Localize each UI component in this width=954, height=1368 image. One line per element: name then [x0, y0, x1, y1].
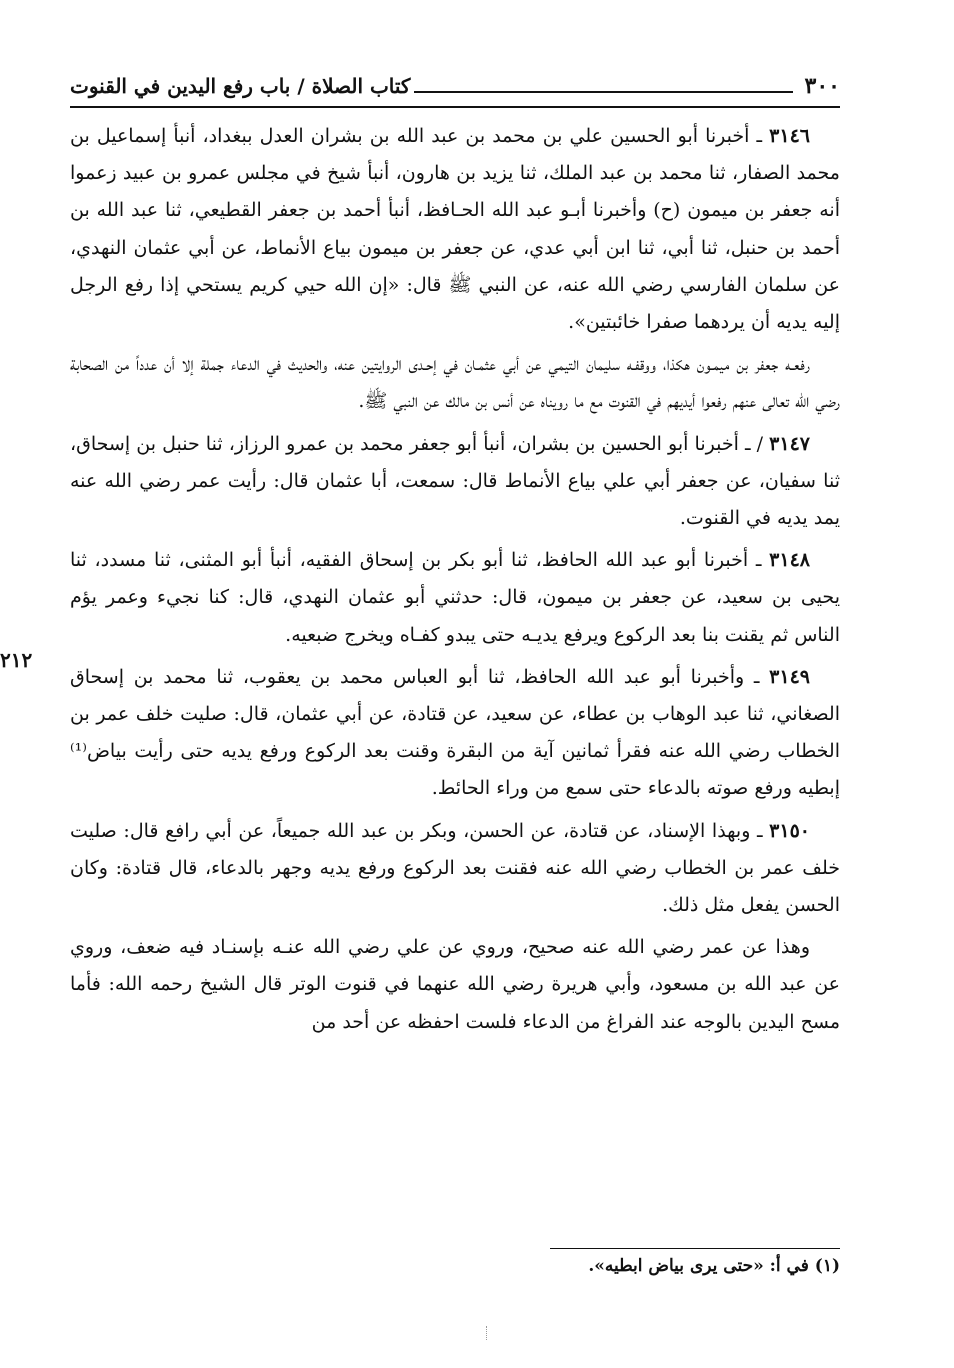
paragraph-text: ـ أخبرنا أبو عبد الله الحافظ، ثنا أبو بكر بن إسحاق الفقيه، أنبأ أبو المثنى، ثنا مسدد، ثنا يحيى بن سعيد، عن جعفر بن ميمون، قال: حدثني أبو عثمان النهدي، قال: كنا نجيء وعمر يؤم الناس ثم يقنت بنا بعد الركوع ويرفع يديـه حتى يبدو كفـاه ويخرج ضبعيه.	[70, 549, 840, 646]
paragraph-text: ـ أخبرنا أبو الحسين علي بن محمد بن عبد الله بن بشران العدل ببغداد، أنبأ إسماعيل بن محمد الصفار، ثنا محمد بن عبد الملك، ثنا يزيد بن هارون، أنبأ شيخ في مجلس عمرو بن عبيد زعموا أنه جعفر بن ميمون (ح) وأخبرنا أبـو عبد الله الحـافظ، أنبأ أحمد بن جعفر القطيعي، ثنا عبد الله بن أحمد بن حنبل، ثنا أبي، ثنا ابن أبي عدي، عن جعفر بن ميمون بياع الأنماط، عن أبي عثمان النهدي، عن سلمان الفارسي رضي الله عنه، عن النبي ﷺ قال: «إن الله حيي كريم يستحي إذا رفع الرجل إليه يديه أن يردهما صفرا خائبتين».	[70, 125, 840, 334]
page-number: ٣٠٠	[804, 73, 840, 99]
hadith-paragraph	[70, 426, 840, 538]
hadith-number: ٣١٥٠	[769, 819, 810, 842]
body-text	[70, 118, 840, 1041]
chapter-title: كتاب الصلاة / باب رفع اليدين في القنوت	[70, 74, 411, 98]
paragraph-text: / ـ أخبرنا أبو الحسين بن بشران، أنبأ أبو جعفر محمد بن عمرو الرزاز، ثنا حنبل بن إسحاق، ثنا سفيان، عن جعفر أبي علي بياع الأنماط قال: سمعت، أبا عثمان قال: رأيت عمر رضي الله عنه يمد يديه في القنوت.	[70, 432, 840, 530]
hadith-number: ٣١٤٧	[769, 432, 810, 455]
commentary-paragraph	[70, 929, 840, 1041]
running-header	[70, 68, 840, 108]
paragraph-text: رفعـه جعفر بن ميمـون هكذا، ووقفـه سليمان التيمي عن أبي عثمـان في إحـدى الروايتين عنه، والحديث في الدعاء جملة إلا أن عدداً من الصحابة رضي الله تعالى عنهم رفعوا أيديهم في القنوت مع ما رويناه عن أنس بن مالك عن النبي ﷺ.	[70, 353, 840, 413]
page	[0, 68, 840, 1276]
commentary-paragraph	[70, 346, 840, 420]
footnote: (١) في أ: «حتى يرى بياض ابطيه».	[588, 1256, 840, 1276]
paragraph-text: ـ وأخبرنا أبو عبد الله الحافظ، ثنا أبو العباس محمد بن يعقوب، ثنا محمد بن إسحاق الصغاني، ثنا عبد الوهاب بن عطاء، عن سعيد، عن قتادة، عن أبي عثمان، قال: صليت خلف عمر بن الخطاب رضي الله عنه فقرأ ثمانين آية من البقرة وقنت بعد الركوع ورفع يديه حتى رأيت بياض⁽¹⁾ إبطيه ورفع صوته بالدعاء حتى سمع من وراء الحائط.	[70, 665, 840, 800]
margin-page-reference: ٢١٢	[0, 648, 33, 672]
header-rule	[414, 79, 792, 93]
hadith-paragraph	[70, 542, 840, 654]
hadith-number: ٣١٤٦	[769, 125, 810, 147]
scan-mark	[486, 1326, 489, 1340]
hadith-paragraph	[70, 659, 840, 808]
footnote-rule	[550, 1248, 840, 1249]
paragraph-text: ـ وبهذا الإسناد، عن قتادة، عن الحسن، وبكر بن عبد الله جميعاً، عن أبي رافع قال: صليت خلف عمر بن الخطاب رضي الله عنه فقنت بعد الركوع ورفع يديه وجهر بالدعاء، قال قتادة: وكان الحسن يفعل مثل ذلك.	[70, 819, 840, 917]
paragraph-text: وهذا عن عمر رضي الله عنه صحيح، وروي عن علي رضي الله عنـه بإسنـاد فيه ضعف، وروي عن عبد الله بن مسعود، وأبي هريرة رضي الله عنهما في قنوت الوتر قال الشيخ رحمه الله: فأما مسح اليدين بالوجه عند الفراغ من الدعاء فلست احفظه عن أحد من	[70, 936, 840, 1033]
hadith-paragraph	[70, 118, 840, 341]
hadith-number: ٣١٤٩	[769, 665, 810, 688]
hadith-paragraph	[70, 813, 840, 925]
hadith-number: ٣١٤٨	[769, 549, 810, 572]
